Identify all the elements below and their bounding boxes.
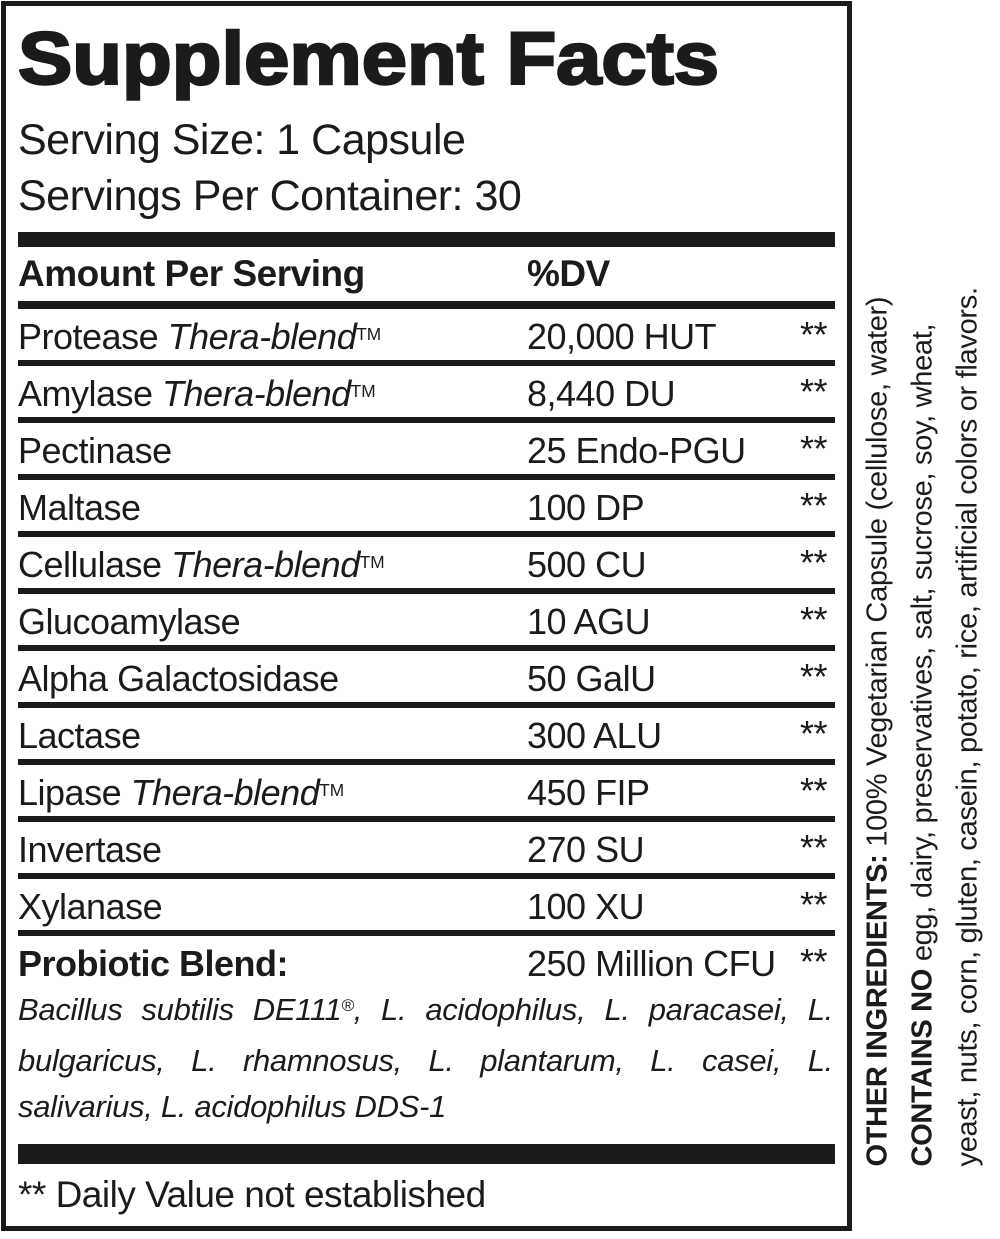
- table-header: [18, 247, 835, 301]
- species-text: , L. acidophilus, L. paracasei, L. bulgaricus, L. rhamnosus, L. plantarum, L. casei, L. salivarius, L. acidophilus DDS-1: [18, 992, 833, 1124]
- other-ingredients-sidebar: [852, 0, 1000, 1239]
- ingredient-amount: 50 GalU: [527, 658, 656, 699]
- ingredient-name-text: Amylase: [18, 373, 163, 414]
- ingredient-dv: **: [799, 371, 827, 412]
- probiotic-blend-dv: **: [799, 941, 827, 982]
- divider-bar-thick: [18, 1144, 835, 1164]
- ingredient-dv: **: [799, 428, 827, 469]
- ingredient-name-text: Protease: [18, 316, 168, 357]
- table-row: [18, 480, 835, 531]
- header-divider: [18, 301, 835, 309]
- registered-symbol: ®: [341, 996, 354, 1016]
- ingredient-dv: **: [799, 485, 827, 526]
- ingredient-name-text: Cellulase: [18, 544, 172, 585]
- supplement-facts-title: Supplement Facts: [18, 17, 720, 100]
- table-row: [18, 366, 835, 417]
- trademark-symbol: TM: [359, 551, 385, 572]
- thera-blend-brand: Thera-blend: [171, 544, 360, 585]
- trademark-symbol: TM: [319, 779, 345, 800]
- contains-no-text-continued: yeast, nuts, corn, gluten, casein, potato, rice, artificial colors or flavors.: [951, 286, 984, 1167]
- table-row: [18, 708, 835, 759]
- ingredient-amount: 450 FIP: [527, 772, 650, 813]
- ingredient-name: [18, 373, 376, 414]
- contains-no-text: egg, dairy, preservatives, salt, sucrose, soy, wheat,: [906, 323, 939, 969]
- table-row: [18, 537, 835, 588]
- other-ingredients-label: OTHER INGREDIENTS:: [861, 854, 894, 1167]
- ingredient-amount: 100 XU: [527, 886, 645, 927]
- side-line: [946, 11, 991, 1166]
- ingredient-name-text: Alpha Galactosidase: [18, 658, 339, 699]
- ingredient-name-text: Invertase: [18, 829, 162, 870]
- ingredient-amount: 25 Endo-PGU: [527, 430, 746, 471]
- ingredient-name-text: Glucoamylase: [18, 601, 241, 642]
- ingredient-name: [18, 772, 344, 813]
- table-row: [18, 423, 835, 474]
- percent-dv-header: %DV: [527, 253, 610, 294]
- ingredient-name: [18, 544, 385, 585]
- ingredient-amount: 8,440 DU: [527, 373, 676, 414]
- ingredient-dv: **: [799, 314, 827, 355]
- divider-bar-thick: [18, 232, 835, 247]
- table-row: [18, 765, 835, 816]
- ingredient-amount: 20,000 HUT: [527, 316, 717, 357]
- serving-size: Serving Size: 1 Capsule: [18, 116, 466, 164]
- ingredient-name: [18, 487, 141, 528]
- table-row: [18, 309, 835, 360]
- ingredient-dv: **: [799, 656, 827, 697]
- ingredient-dv: **: [799, 770, 827, 811]
- ingredient-dv: **: [799, 884, 827, 925]
- ingredient-amount: 10 AGU: [527, 601, 651, 642]
- amount-per-serving-header: Amount Per Serving: [18, 253, 365, 294]
- probiotic-blend-label: Probiotic Blend:: [18, 943, 288, 984]
- table-row: [18, 879, 835, 930]
- ingredient-name-text: Lipase: [18, 772, 131, 813]
- table-row: [18, 594, 835, 645]
- ingredient-name: [18, 601, 240, 642]
- ingredient-dv: **: [799, 827, 827, 868]
- ingredient-name: [18, 658, 339, 699]
- ingredient-dv: **: [799, 599, 827, 640]
- trademark-symbol: TM: [350, 380, 376, 401]
- ingredient-amount: 300 ALU: [527, 715, 662, 756]
- ingredient-amount: 100 DP: [527, 487, 645, 528]
- daily-value-footnote: ** Daily Value not established: [18, 1174, 486, 1215]
- probiotic-species-list: [18, 987, 835, 1130]
- probiotic-blend-amount: 250 Million CFU: [527, 943, 776, 984]
- trademark-symbol: TM: [356, 323, 382, 344]
- ingredient-dv: **: [799, 713, 827, 754]
- thera-blend-brand: Thera-blend: [130, 772, 320, 813]
- ingredient-name-text: Xylanase: [18, 886, 163, 927]
- thera-blend-brand: Thera-blend: [167, 316, 357, 357]
- table-row: [18, 651, 835, 702]
- other-ingredients-text: 100% Vegetarian Capsule (cellulose, water): [861, 296, 894, 854]
- ingredient-name-text: Maltase: [18, 487, 141, 528]
- ingredient-name: [18, 316, 381, 357]
- side-line: [901, 11, 946, 1166]
- ingredient-name: [18, 715, 141, 756]
- ingredient-dv: **: [799, 542, 827, 583]
- ingredient-name: [18, 829, 162, 870]
- servings-per-container: Servings Per Container: 30: [18, 172, 522, 220]
- ingredient-name: [18, 886, 162, 927]
- contains-no-label: CONTAINS NO: [906, 968, 939, 1167]
- side-line: [856, 11, 901, 1166]
- thera-blend-brand: Thera-blend: [162, 373, 351, 414]
- serving-info: [18, 112, 835, 224]
- supplement-facts-panel: [1, 1, 852, 1231]
- ingredient-name-text: Lactase: [18, 715, 141, 756]
- ingredient-amount: 270 SU: [527, 829, 645, 870]
- ingredient-name-text: Pectinase: [18, 430, 172, 471]
- table-row: [18, 822, 835, 873]
- other-ingredients-rotated-text: [856, 11, 997, 1166]
- probiotic-blend-row: [18, 936, 835, 987]
- ingredient-amount: 500 CU: [527, 544, 647, 585]
- ingredient-name: [18, 430, 172, 471]
- species-text: Bacillus subtilis DE111: [18, 992, 342, 1027]
